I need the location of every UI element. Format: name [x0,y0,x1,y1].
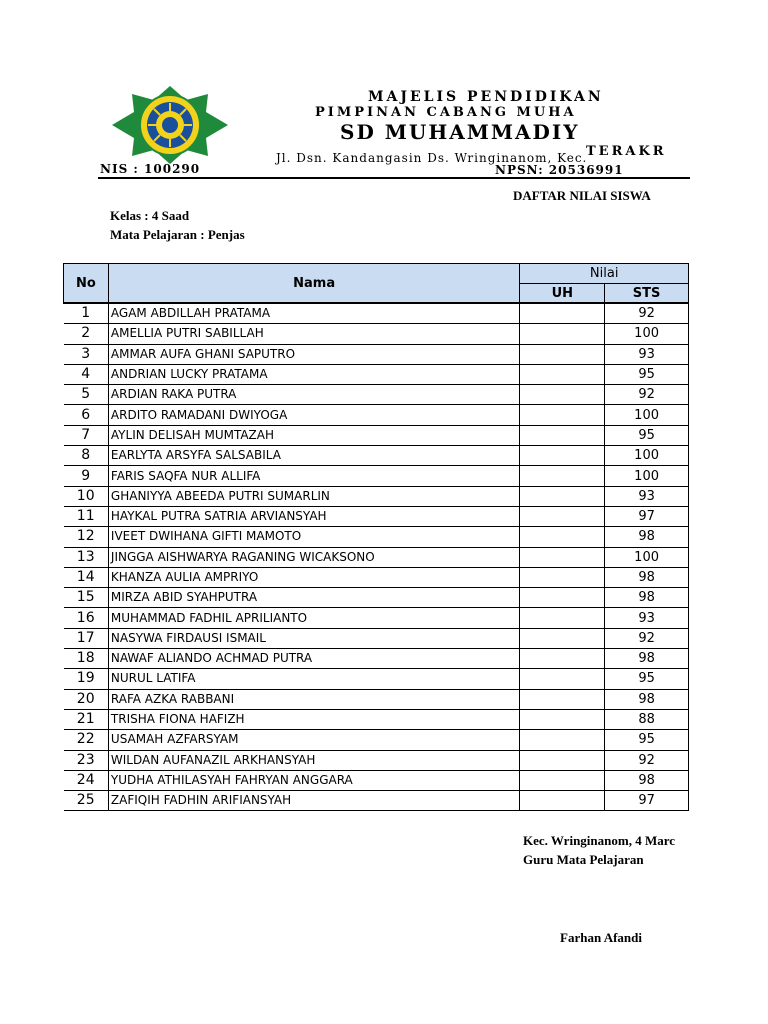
table-row [64,324,689,344]
grade-rows [64,303,689,811]
cell-no: 9 [64,466,109,486]
cell-no: 23 [64,750,109,770]
table-row [64,709,689,729]
cell-uh [520,608,605,628]
cell-nama: EARLYTA ARSYFA SALSABILA [108,446,519,466]
cell-sts: 95 [605,730,689,750]
document-title: DAFTAR NILAI SISWA [513,188,651,203]
cell-uh [520,324,605,344]
table-row [64,446,689,466]
cell-uh [520,425,605,445]
cell-nama: USAMAH AZFARSYAM [108,730,519,750]
cell-nama: IVEET DWIHANA GIFTI MAMOTO [108,527,519,547]
cell-nama: FARIS SAQFA NUR ALLIFA [108,466,519,486]
cell-nama: ARDIAN RAKA PUTRA [108,385,519,405]
cell-nama: ARDITO RAMADANI DWIYOGA [108,405,519,425]
cell-sts: 97 [605,791,689,811]
cell-nama: GHANIYYA ABEEDA PUTRI SUMARLIN [108,486,519,506]
header-no: No [64,264,109,304]
cell-sts: 98 [605,567,689,587]
table-row [64,344,689,364]
cell-sts: 100 [605,466,689,486]
cell-uh [520,385,605,405]
cell-uh [520,588,605,608]
cell-nama: NAWAF ALIANDO ACHMAD PUTRA [108,649,519,669]
table-row [64,466,689,486]
cell-uh [520,730,605,750]
cell-no: 12 [64,527,109,547]
cell-nama: MUHAMMAD FADHIL APRILIANTO [108,608,519,628]
grade-table [63,263,689,811]
cell-no: 13 [64,547,109,567]
table-row [64,527,689,547]
cell-no: 18 [64,649,109,669]
cell-uh [520,669,605,689]
grade-table-container [63,263,689,813]
cell-nama: TRISHA FIONA HAFIZH [108,709,519,729]
letterhead [78,84,690,180]
cell-uh [520,750,605,770]
cell-no: 22 [64,730,109,750]
cell-no: 11 [64,506,109,526]
cell-uh [520,506,605,526]
cell-no: 17 [64,628,109,648]
cell-uh [520,547,605,567]
cell-sts: 92 [605,303,689,324]
table-row [64,730,689,750]
cell-sts: 93 [605,608,689,628]
subject-label: Mata Pelajaran : Penjas [110,227,245,242]
letterhead-line-2: PIMPINAN CABANG MUHA [315,105,577,120]
header-nilai: Nilai [520,264,689,284]
cell-uh [520,649,605,669]
cell-sts: 98 [605,527,689,547]
cell-uh [520,770,605,790]
cell-nama: JINGGA AISHWARYA RAGANING WICAKSONO [108,547,519,567]
class-label: Kelas : 4 Saad [110,208,190,223]
cell-no: 21 [64,709,109,729]
cell-no: 2 [64,324,109,344]
cell-uh [520,405,605,425]
cell-uh [520,791,605,811]
cell-sts: 98 [605,649,689,669]
cell-no: 16 [64,608,109,628]
school-logo-icon [78,84,262,166]
cell-no: 19 [64,669,109,689]
cell-uh [520,689,605,709]
cell-sts: 98 [605,689,689,709]
cell-no: 20 [64,689,109,709]
letterhead-school-name: SD MUHAMMADIY [340,120,580,144]
header-uh: UH [520,284,605,304]
cell-sts: 95 [605,669,689,689]
cell-no: 10 [64,486,109,506]
cell-uh [520,709,605,729]
cell-no: 8 [64,446,109,466]
table-row [64,588,689,608]
cell-uh [520,364,605,384]
cell-uh [520,486,605,506]
cell-no: 5 [64,385,109,405]
cell-uh [520,446,605,466]
cell-sts: 100 [605,446,689,466]
table-row [64,770,689,790]
cell-no: 14 [64,567,109,587]
cell-sts: 98 [605,770,689,790]
cell-sts: 95 [605,425,689,445]
header-nama: Nama [108,264,519,304]
npsn-text: NPSN: 20536991 [495,163,624,177]
table-row [64,791,689,811]
cell-nama: AMMAR AUFA GHANI SAPUTRO [108,344,519,364]
table-row [64,385,689,405]
cell-no: 15 [64,588,109,608]
table-row [64,506,689,526]
cell-uh [520,567,605,587]
cell-uh [520,344,605,364]
cell-no: 25 [64,791,109,811]
cell-no: 6 [64,405,109,425]
cell-nama: RAFA AZKA RABBANI [108,689,519,709]
cell-uh [520,527,605,547]
table-row [64,425,689,445]
cell-nama: YUDHA ATHILASYAH FAHRYAN ANGGARA [108,770,519,790]
table-row [64,628,689,648]
table-row [64,486,689,506]
cell-sts: 97 [605,506,689,526]
cell-nama: AYLIN DELISAH MUMTAZAH [108,425,519,445]
cell-nama: ZAFIQIH FADHIN ARIFIANSYAH [108,791,519,811]
cell-uh [520,466,605,486]
cell-nama: NASYWA FIRDAUSI ISMAIL [108,628,519,648]
cell-no: 1 [64,303,109,324]
letterhead-address: Jl. Dsn. Kandangasin Ds. Wringinanom, Kec. [276,151,588,165]
letterhead-rule [98,177,690,179]
table-row [64,364,689,384]
cell-sts: 93 [605,344,689,364]
cell-nama: AMELLIA PUTRI SABILLAH [108,324,519,344]
cell-sts: 93 [605,486,689,506]
table-row [64,750,689,770]
cell-sts: 98 [605,588,689,608]
cell-nama: KHANZA AULIA AMPRIYO [108,567,519,587]
cell-uh [520,303,605,324]
cell-sts: 92 [605,750,689,770]
teacher-name: Farhan Afandi [560,930,642,945]
cell-sts: 88 [605,709,689,729]
cell-nama: AGAM ABDILLAH PRATAMA [108,303,519,324]
table-row [64,608,689,628]
cell-sts: 92 [605,628,689,648]
place-date: Kec. Wringinanom, 4 Marc [523,833,676,848]
table-row [64,405,689,425]
cell-no: 24 [64,770,109,790]
table-row [64,567,689,587]
cell-nama: NURUL LATIFA [108,669,519,689]
cell-sts: 100 [605,547,689,567]
cell-nama: ANDRIAN LUCKY PRATAMA [108,364,519,384]
table-row [64,649,689,669]
cell-sts: 100 [605,324,689,344]
letterhead-accreditation: TERAKR [586,144,667,159]
header-sts: STS [605,284,689,304]
cell-no: 4 [64,364,109,384]
cell-sts: 100 [605,405,689,425]
table-row [64,689,689,709]
cell-sts: 95 [605,364,689,384]
table-row [64,547,689,567]
nis-text: NIS : 100290 [100,162,201,176]
cell-uh [520,628,605,648]
cell-no: 7 [64,425,109,445]
cell-nama: WILDAN AUFANAZIL ARKHANSYAH [108,750,519,770]
cell-nama: HAYKAL PUTRA SATRIA ARVIANSYAH [108,506,519,526]
teacher-role: Guru Mata Pelajaran [523,852,644,867]
cell-sts: 92 [605,385,689,405]
table-row [64,303,689,324]
table-row [64,669,689,689]
cell-nama: MIRZA ABID SYAHPUTRA [108,588,519,608]
cell-no: 3 [64,344,109,364]
letterhead-line-1: MAJELIS PENDIDIKAN [368,89,604,105]
